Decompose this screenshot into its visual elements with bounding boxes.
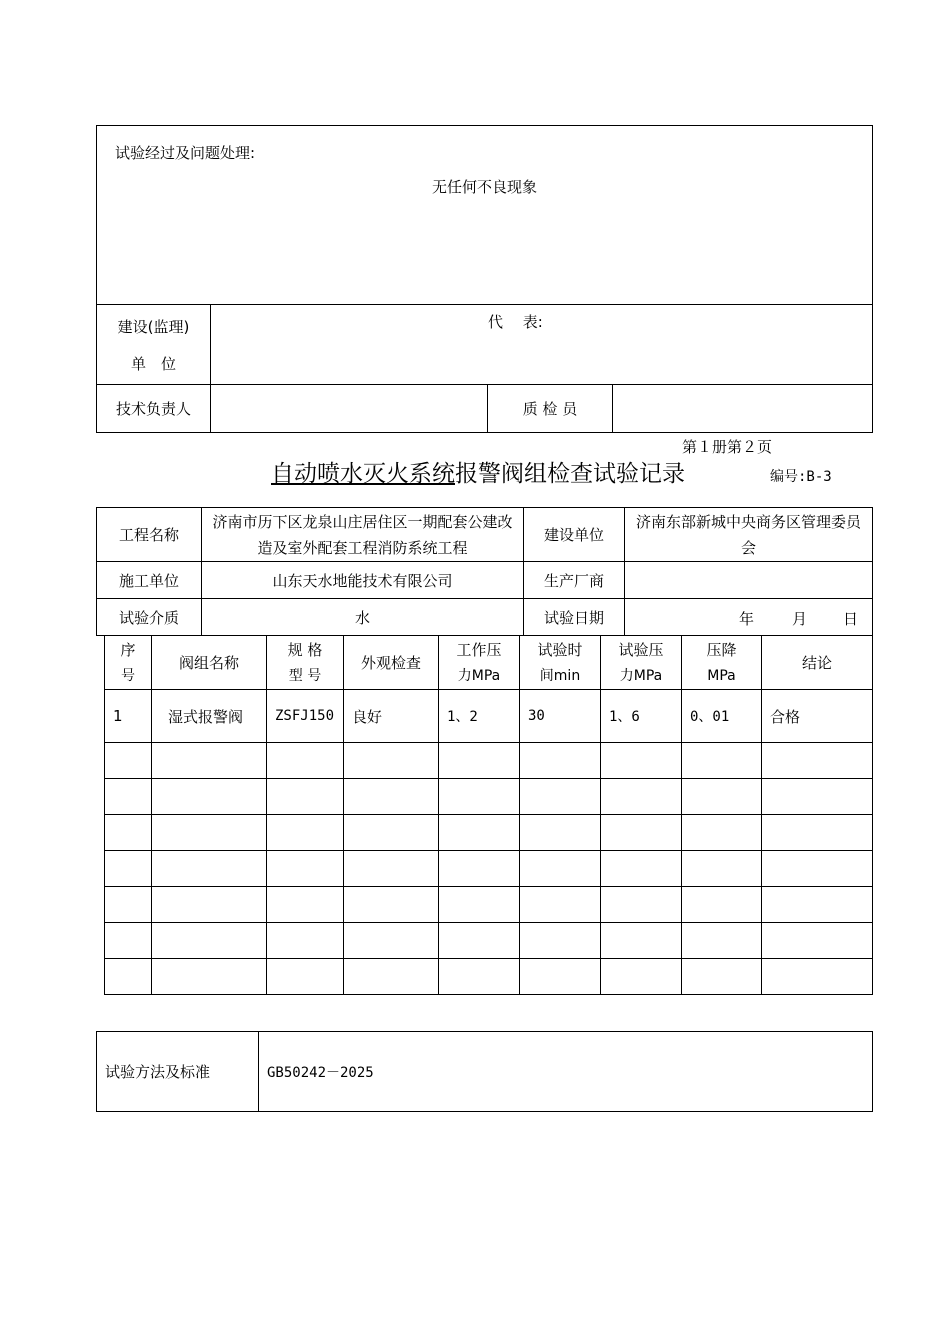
table-cell[interactable] xyxy=(152,851,267,887)
header-line2: 间min xyxy=(539,667,581,684)
table-cell[interactable] xyxy=(439,779,520,815)
table-cell[interactable]: 合格 xyxy=(762,690,873,743)
table-cell[interactable] xyxy=(152,779,267,815)
construction-unit-label xyxy=(97,305,211,385)
contractor-label: 施工单位 xyxy=(97,562,202,599)
table-cell[interactable] xyxy=(762,887,873,923)
header-line1: 结论 xyxy=(801,653,832,672)
tech-lead-label: 技术负责人 xyxy=(97,385,211,433)
test-table xyxy=(104,635,873,995)
table-cell[interactable] xyxy=(267,743,344,779)
table-header-row xyxy=(105,636,873,690)
table-header-cell xyxy=(152,636,267,690)
header-line1: 试验时 xyxy=(537,640,583,659)
table-cell[interactable]: ZSFJ150 xyxy=(267,690,344,743)
table-cell[interactable] xyxy=(439,743,520,779)
table-cell[interactable] xyxy=(439,887,520,923)
table-cell[interactable]: 1、6 xyxy=(601,690,682,743)
table-row xyxy=(105,887,873,923)
table-cell[interactable] xyxy=(267,887,344,923)
table-cell[interactable] xyxy=(267,815,344,851)
table-header-cell xyxy=(267,636,344,690)
table-cell[interactable] xyxy=(682,815,762,851)
title-rest: 报警阀组检查试验记录 xyxy=(455,461,685,487)
process-cell xyxy=(97,126,873,305)
table-row xyxy=(105,779,873,815)
table-cell[interactable] xyxy=(762,815,873,851)
title-underlined: 自动喷水灭火系统 xyxy=(271,461,455,487)
table-cell[interactable] xyxy=(105,743,152,779)
table-cell[interactable] xyxy=(762,959,873,995)
table-header-cell xyxy=(762,636,873,690)
date-label: 试验日期 xyxy=(524,599,625,636)
table-cell[interactable] xyxy=(520,779,601,815)
header-line2: 号 xyxy=(121,667,135,684)
table-header-cell xyxy=(682,636,762,690)
table-cell[interactable] xyxy=(520,923,601,959)
table-cell[interactable]: 湿式报警阀 xyxy=(152,690,267,743)
date-year: 年 xyxy=(739,610,755,628)
table-cell[interactable] xyxy=(152,743,267,779)
project-name-label: 工程名称 xyxy=(97,508,202,562)
table-cell[interactable] xyxy=(439,923,520,959)
table-row xyxy=(105,743,873,779)
table-header-cell xyxy=(344,636,439,690)
process-label: 试验经过及问题处理: xyxy=(115,144,256,162)
date-value[interactable] xyxy=(625,599,873,636)
table-cell[interactable] xyxy=(439,959,520,995)
table-cell[interactable] xyxy=(105,923,152,959)
representative-cell[interactable] xyxy=(211,305,873,385)
page-info: 第１册第２页 xyxy=(682,438,773,456)
table-row xyxy=(105,923,873,959)
table-cell[interactable]: 0、01 xyxy=(682,690,762,743)
table-header-cell xyxy=(520,636,601,690)
table-cell[interactable] xyxy=(682,887,762,923)
table-cell[interactable] xyxy=(601,815,682,851)
manufacturer-label: 生产厂商 xyxy=(524,562,625,599)
doc-number: 编号:B-3 xyxy=(770,469,832,485)
table-cell[interactable] xyxy=(105,887,152,923)
tech-lead-field[interactable] xyxy=(211,385,488,433)
table-cell[interactable] xyxy=(682,779,762,815)
construction-unit-label-line1: 建设(监理) xyxy=(117,317,190,336)
representative-label: 代 表: xyxy=(488,313,543,331)
table-cell[interactable] xyxy=(682,851,762,887)
table-row xyxy=(105,959,873,995)
qc-inspector-field[interactable] xyxy=(613,385,873,433)
table-cell[interactable] xyxy=(344,923,439,959)
table-cell[interactable]: 1 xyxy=(105,690,152,743)
table-cell[interactable]: 1、2 xyxy=(439,690,520,743)
table-cell[interactable] xyxy=(520,887,601,923)
method-value[interactable]: GB50242－2025 xyxy=(259,1032,873,1112)
header-line1: 阀组名称 xyxy=(178,653,239,672)
method-table xyxy=(96,1031,873,1112)
table-cell[interactable] xyxy=(601,779,682,815)
table-cell[interactable] xyxy=(105,959,152,995)
method-label: 试验方法及标准 xyxy=(97,1032,259,1112)
table-cell[interactable] xyxy=(267,959,344,995)
table-cell[interactable] xyxy=(152,923,267,959)
table-cell[interactable] xyxy=(152,959,267,995)
process-content: 无任何不良现象 xyxy=(431,178,537,196)
table-cell[interactable] xyxy=(439,851,520,887)
date-month: 月 xyxy=(792,610,808,628)
header-line2: 力MPa xyxy=(619,667,663,684)
table-cell[interactable] xyxy=(105,779,152,815)
table-cell[interactable] xyxy=(520,959,601,995)
qc-inspector-label: 质 检 员 xyxy=(488,385,613,433)
table-cell[interactable] xyxy=(152,887,267,923)
table-cell[interactable] xyxy=(682,959,762,995)
project-name-value[interactable]: 济南市历下区龙泉山庄居住区一期配套公建改造及室外配套工程消防系统工程 xyxy=(202,508,524,562)
table-cell[interactable] xyxy=(520,815,601,851)
table-cell[interactable] xyxy=(344,887,439,923)
header-line2: 型 号 xyxy=(288,667,322,684)
date-day: 日 xyxy=(843,610,859,628)
table-cell[interactable] xyxy=(682,923,762,959)
table-header-cell xyxy=(105,636,152,690)
table-cell[interactable] xyxy=(762,743,873,779)
contractor-value[interactable]: 山东天水地能技术有限公司 xyxy=(202,562,524,599)
header-line1: 规 格 xyxy=(287,640,323,659)
table-cell[interactable] xyxy=(601,923,682,959)
top-form-table xyxy=(96,125,873,433)
table-cell[interactable] xyxy=(344,743,439,779)
table-row xyxy=(105,851,873,887)
table-cell[interactable] xyxy=(601,959,682,995)
medium-value[interactable]: 水 xyxy=(202,599,524,636)
header-line1: 试验压 xyxy=(618,640,664,659)
table-cell[interactable] xyxy=(344,815,439,851)
table-cell[interactable] xyxy=(682,743,762,779)
medium-label: 试验介质 xyxy=(97,599,202,636)
table-cell[interactable] xyxy=(762,779,873,815)
header-line1: 工作压 xyxy=(456,640,502,659)
table-cell[interactable]: 30 xyxy=(520,690,601,743)
page-title xyxy=(271,455,685,488)
table-row xyxy=(105,815,873,851)
header-line2: MPa xyxy=(707,667,736,684)
table-cell[interactable] xyxy=(267,851,344,887)
info-table xyxy=(96,507,873,636)
table-cell[interactable] xyxy=(105,815,152,851)
build-unit-value[interactable]: 济南东部新城中央商务区管理委员会 xyxy=(625,508,873,562)
table-header-cell xyxy=(601,636,682,690)
table-cell[interactable] xyxy=(439,815,520,851)
header-line1: 序 xyxy=(120,640,136,659)
table-row xyxy=(105,690,873,743)
table-header-cell xyxy=(439,636,520,690)
header-line1: 压降 xyxy=(706,640,737,659)
table-cell[interactable] xyxy=(762,851,873,887)
table-cell[interactable] xyxy=(601,851,682,887)
construction-unit-label-line2: 单 位 xyxy=(130,354,176,373)
manufacturer-value[interactable] xyxy=(625,562,873,599)
build-unit-label: 建设单位 xyxy=(524,508,625,562)
header-line2: 力MPa xyxy=(457,667,501,684)
table-cell[interactable]: 良好 xyxy=(344,690,439,743)
table-cell[interactable] xyxy=(344,959,439,995)
table-cell[interactable] xyxy=(344,779,439,815)
table-cell[interactable] xyxy=(520,743,601,779)
table-cell[interactable] xyxy=(267,923,344,959)
header-line1: 外观检查 xyxy=(360,653,421,672)
table-cell[interactable] xyxy=(105,851,152,887)
table-cell[interactable] xyxy=(601,887,682,923)
table-cell[interactable] xyxy=(344,851,439,887)
table-cell[interactable] xyxy=(762,923,873,959)
table-cell[interactable] xyxy=(267,779,344,815)
table-cell[interactable] xyxy=(601,743,682,779)
table-cell[interactable] xyxy=(152,815,267,851)
table-cell[interactable] xyxy=(520,851,601,887)
